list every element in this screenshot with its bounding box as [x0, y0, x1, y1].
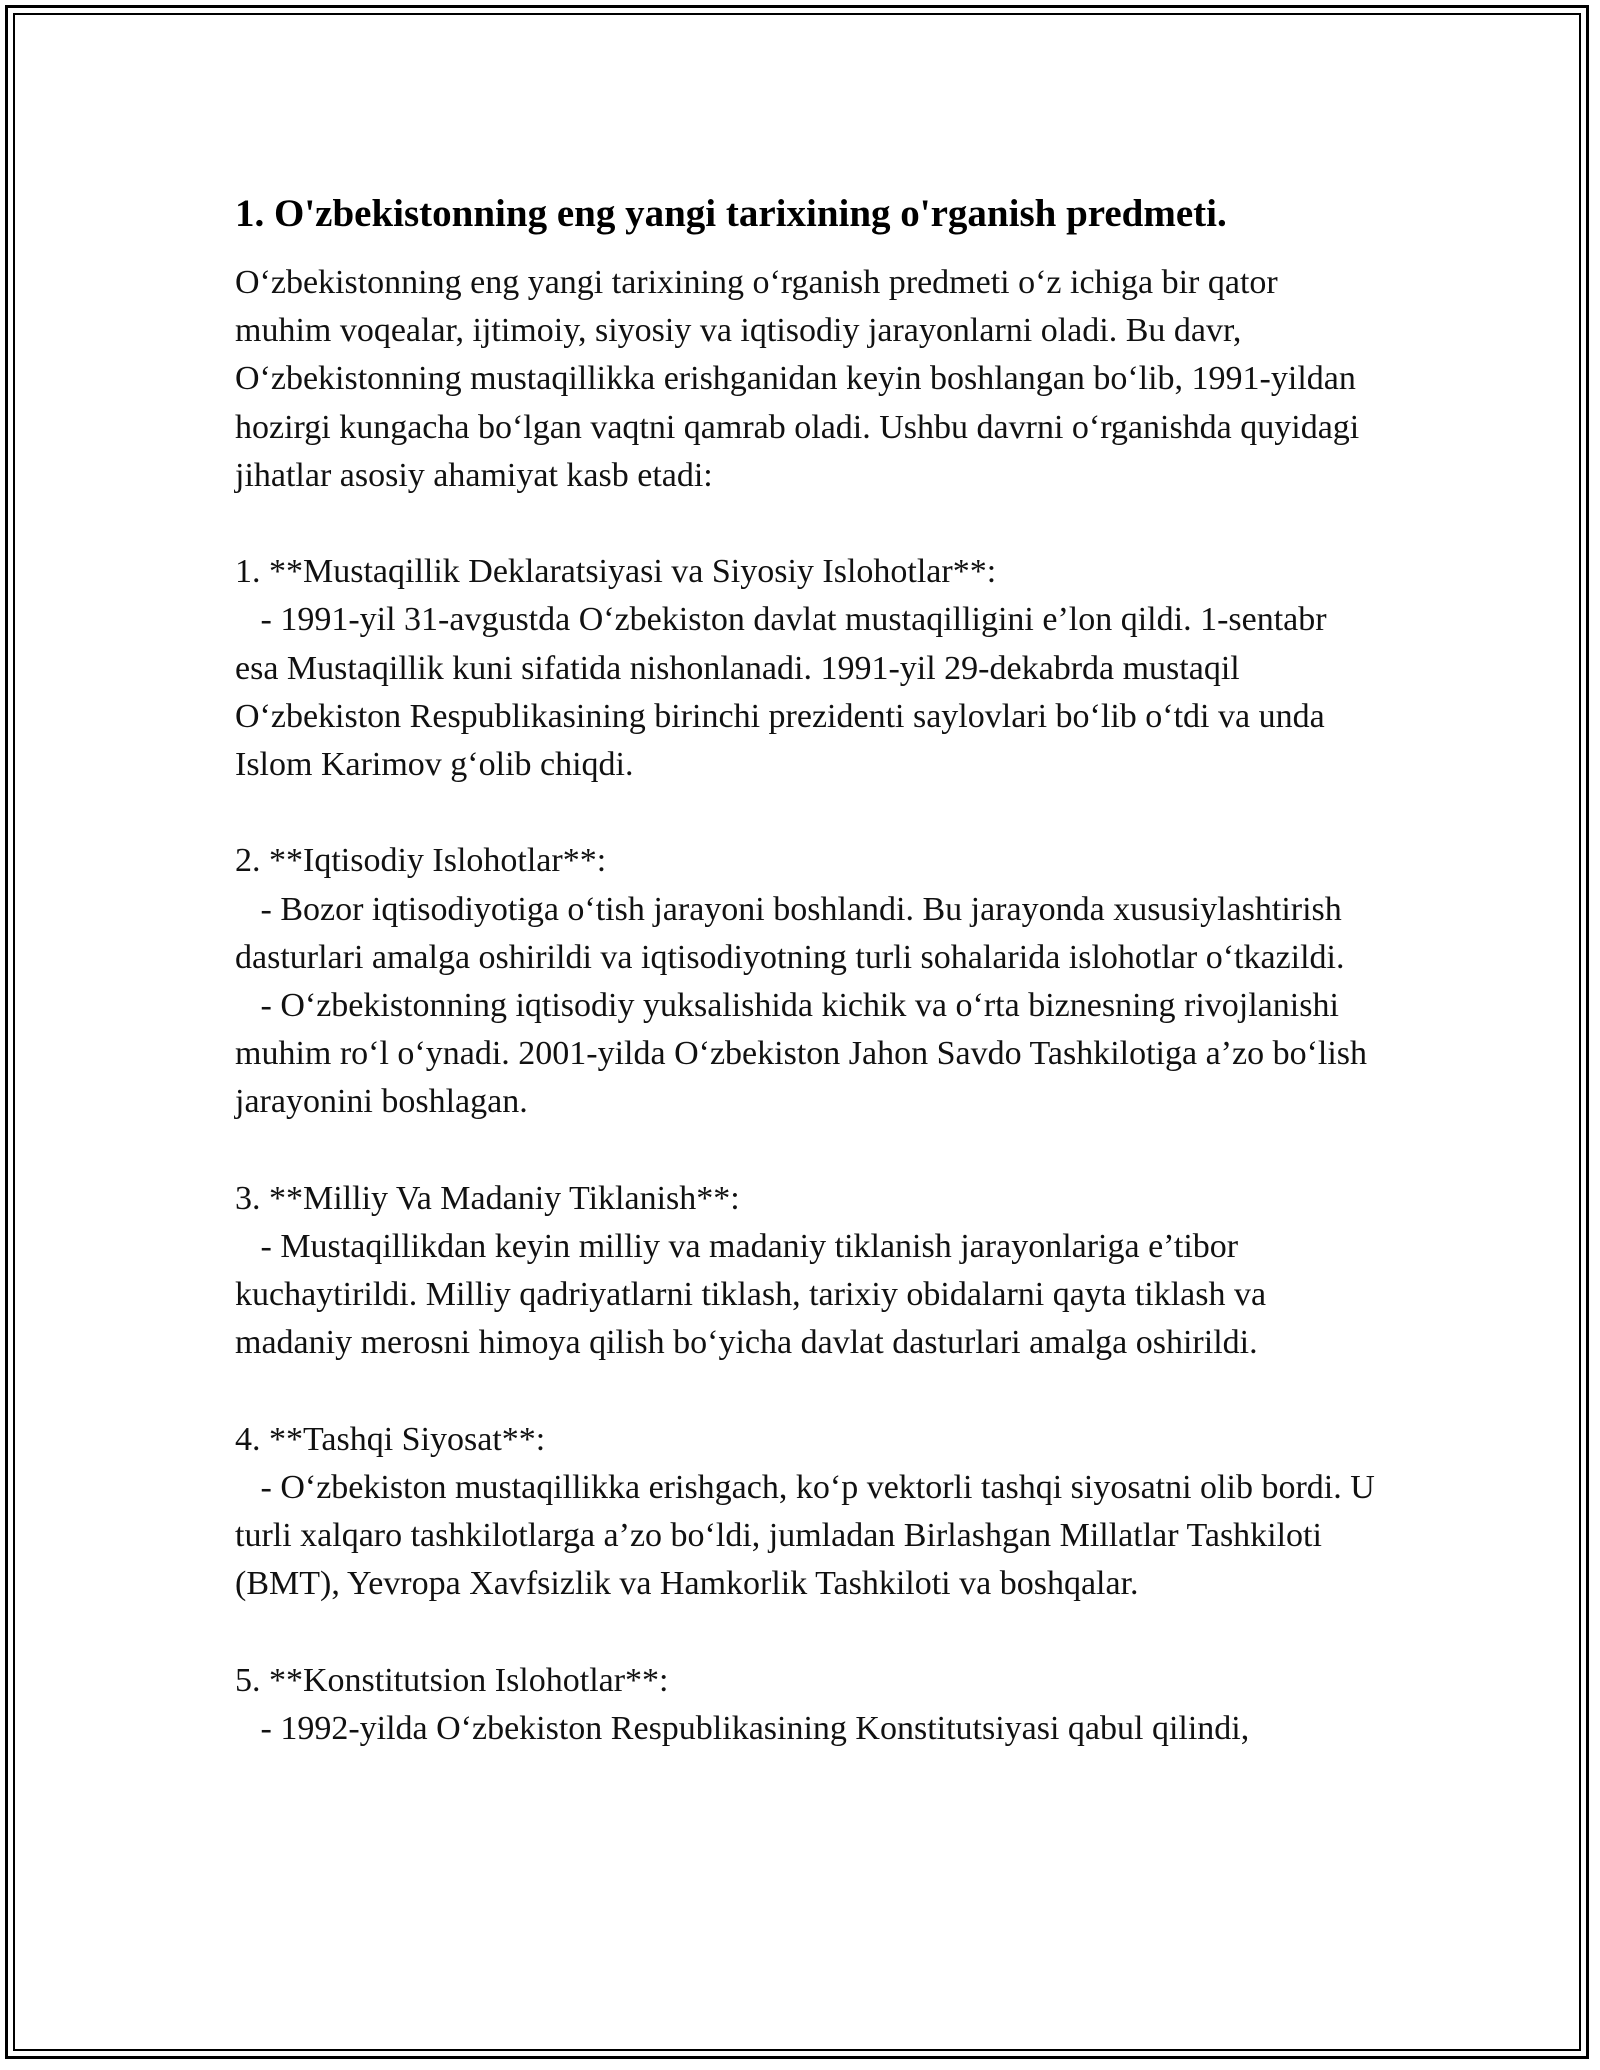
section-heading: 1. **Mustaqillik Deklaratsiyasi va Siyosiy Islohotlar**: [235, 553, 997, 591]
document-body [235, 185, 1384, 1753]
section-3 [235, 1175, 1375, 1368]
section-bullet: - 1991-yil 31-avgustda O‘zbekiston davlat mustaqilligini e’lon qildi. 1-sentabr esa Mustaqillik kuni sifatida nishonlanadi. 1991-yil 29-dekabrda mustaqil O‘zbekiston Respublikasining birinchi prezidenti saylovlari bo‘lib o‘tdi va unda Islom Karimov g‘olib chiqdi. [235, 601, 1336, 784]
section-bullet: - O‘zbekiston mustaqillikka erishgach, ko‘p vektorli tashqi siyosatni olib bordi. U turli xalqaro tashkilotlarga a’zo bo‘ldi, jumladan Birlashgan Millatlar Tashkiloti (BMT), Yevropa Xavfsizlik va Hamkorlik Tashkiloti va boshqalar. [235, 1469, 1384, 1603]
section-bullet: - Bozor iqtisodiyotiga o‘tish jarayoni boshlandi. Bu jarayonda xususiylashtirish dasturlari amalga oshirildi va iqtisodiyotning turli sohalarida islohotlar o‘tkazildi. [235, 890, 1351, 976]
document-title: 1. O'zbekistonning eng yangi tarixining o'rganish predmeti. [235, 192, 1227, 235]
section-heading: 4. **Tashqi Siyosat**: [235, 1420, 546, 1458]
section-bullet: - O‘zbekistonning iqtisodiy yuksalishida kichik va o‘rta biznesning rivojlanishi muhim ro‘l o‘ynadi. 2001-yilda O‘zbekiston Jahon Savdo Tashkilotiga a’zo bo‘lish jarayonini boshlagan. [235, 987, 1376, 1121]
section-heading: 5. **Konstitutsion Islohotlar**: [235, 1661, 669, 1699]
section-1 [235, 548, 1375, 789]
section-5 [235, 1657, 1375, 1753]
section-bullet: - 1992-yilda O‘zbekiston Respublikasining Konstitutsiyasi qabul qilindi, [235, 1710, 1250, 1748]
section-4 [235, 1416, 1384, 1609]
section-heading: 3. **Milliy Va Madaniy Tiklanish**: [235, 1179, 740, 1217]
section-bullet: - Mustaqillikdan keyin milliy va madaniy tiklanish jarayonlariga e’tibor kuchaytirildi. Milliy qadriyatlarni tiklash, tarixiy obidalarni qayta tiklash va madaniy merosni himoya qilish bo‘yicha davlat dasturlari amalga oshirildi. [235, 1228, 1275, 1362]
section-2 [235, 837, 1375, 1126]
section-heading: 2. **Iqtisodiy Islohotlar**: [235, 842, 607, 880]
intro-paragraph: O‘zbekistonning eng yangi tarixining o‘rganish predmeti o‘z ichiga bir qator muhim voqealar, ijtimoiy, siyosiy va iqtisodiy jarayonlarni oladi. Bu davr, O‘zbekistonning mustaqillikka erishganidan keyin boshlangan bo‘lib, 1991-yildan hozirgi kungacha bo‘lgan vaqtni qamrab oladi. Ushbu davrni o‘rganishda quyidagi jihatlar asosiy ahamiyat kasb etadi: [235, 264, 1368, 494]
